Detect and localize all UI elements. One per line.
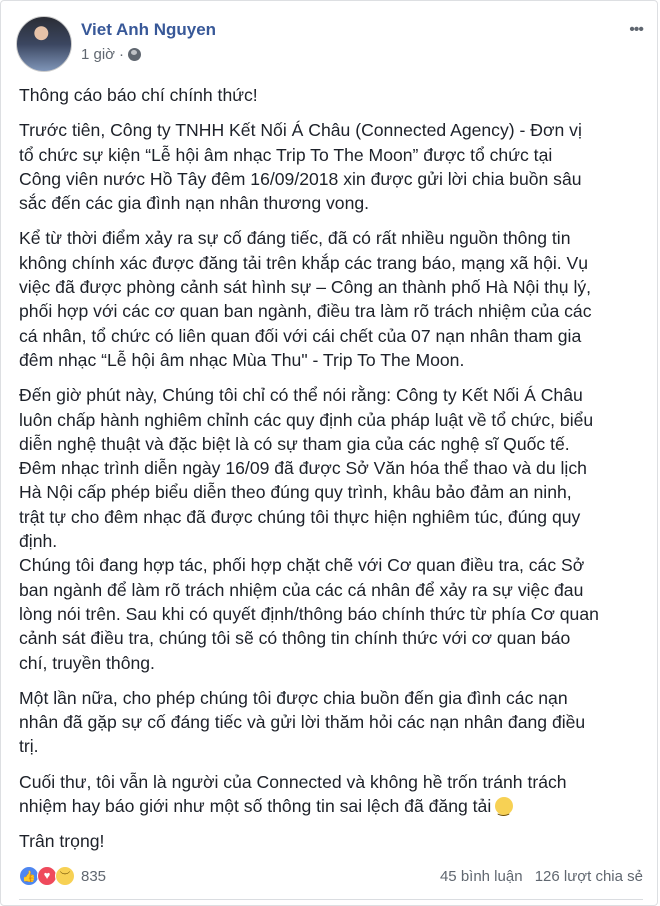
text-line: phối hợp với các cơ quan ban ngành, điều tra làm rõ trách nhiệm của các [19, 301, 592, 322]
author-name[interactable]: Viet Anh Nguyen [81, 20, 217, 39]
comments-count[interactable]: 45 bình luận [439, 867, 523, 885]
post-meta [81, 46, 141, 63]
meta-separator: · [119, 46, 125, 63]
text-line: nhân đã gặp sự cố đáng tiếc và gửi lời thăm hỏi các nạn nhân đang điều [19, 712, 586, 733]
shares-count[interactable]: 126 lượt chia sẻ [534, 867, 643, 885]
text-line: Công viên nước Hồ Tây đêm 16/09/2018 xin được gửi lời chia buồn sâu [19, 168, 582, 189]
text-line: diễn nghệ thuật và đặc biệt là có sự tham gia của các nghệ sĩ Quốc tế. [19, 433, 570, 454]
text-line: định. [19, 531, 58, 552]
text-line: ban ngành để làm rõ trách nhiệm của các cá nhân để xảy ra sự việc đau [19, 579, 584, 600]
post-paragraph [19, 770, 599, 819]
post-paragraph [19, 83, 599, 107]
text-line: Kể từ thời điểm xảy ra sự cố đáng tiếc, đã có rất nhiều nguồn thông tin [19, 228, 571, 249]
post-paragraph [19, 686, 599, 759]
globe-icon[interactable] [128, 48, 141, 61]
divider [19, 899, 643, 900]
reactions-summary[interactable] [19, 866, 106, 886]
avatar[interactable] [16, 16, 72, 72]
text-line: lòng nói trên. Sau khi có quyết định/thông báo chính thức từ phía Cơ quan [19, 603, 599, 624]
engagement-stats [432, 868, 643, 885]
text-line: Một lần nữa, cho phép chúng tôi được chia buồn đến gia đình các nạn [19, 687, 568, 708]
post-paragraph [19, 118, 599, 215]
post-footer [19, 863, 643, 889]
text-line: Trân trọng! [19, 831, 105, 852]
like-reaction-icon: 👍 [19, 866, 39, 886]
text-line: trật tự cho đêm nhạc đã được chúng tôi thực hiện nghiêm túc, đúng quy [19, 506, 581, 527]
text-line: Thông cáo báo chí chính thức! [19, 85, 258, 105]
smile-emoji-icon [495, 797, 513, 815]
post-body [19, 83, 599, 865]
reaction-count[interactable]: 835 [81, 867, 107, 885]
post-paragraph [19, 383, 599, 675]
text-line: nhiệm hay báo giới như một số thông tin sai lệch đã đăng tải‿ [19, 794, 599, 818]
text-line: luôn chấp hành nghiêm chỉnh các quy định của pháp luật về tổ chức, biểu [19, 409, 594, 430]
text-line: cảnh sát điều tra, chúng tôi sẽ có thông tin chính thức với cơ quan báo [19, 628, 571, 649]
text-line: chí, truyền thông. [19, 652, 155, 673]
text-line: đêm nhạc “Lễ hội âm nhạc Mùa Thu" - Trip To The Moon. [19, 349, 465, 370]
post-paragraph [19, 226, 599, 372]
text-line: Cuối thư, tôi vẫn là người của Connected và không hề trốn tránh trách [19, 771, 567, 792]
text-line: việc đã được phòng cảnh sát hình sự – Công an thành phố Hà Nội thụ lý, [19, 277, 592, 298]
text-line: sắc đến các gia đình nạn nhân thương vong. [19, 193, 370, 214]
love-reaction-icon: ♥ [37, 866, 57, 886]
text-line: Đêm nhạc trình diễn ngày 16/09 đã được Sở Văn hóa thể thao và du lịch [19, 458, 587, 479]
text-line: Trước tiên, Công ty TNHH Kết Nối Á Châu (Connected Agency) - Đơn vị [19, 120, 582, 141]
text-line: Chúng tôi đang hợp tác, phối hợp chặt chẽ với Cơ quan điều tra, các Sở [19, 555, 585, 576]
post-paragraph [19, 829, 599, 853]
text-line: trị. [19, 736, 39, 757]
text-line: tổ chức sự kiện “Lễ hội âm nhạc Trip To The Moon” được tổ chức tại [19, 144, 553, 165]
more-options-icon[interactable]: ••• [629, 21, 643, 38]
sad-reaction-icon: ︶ [55, 866, 75, 886]
post-time[interactable]: 1 giờ [81, 46, 116, 63]
text-line: Đến giờ phút này, Chúng tôi chỉ có thể nói rằng: Công ty Kết Nối Á Châu [19, 385, 583, 406]
text-line: không chính xác được đăng tải trên khắp các trang báo, mạng xã hội. Vụ [19, 252, 589, 273]
text-line: Hà Nội cấp phép biểu diễn theo đúng quy trình, khâu bảo đảm an ninh, [19, 482, 572, 503]
text-line: cá nhân, tổ chức có liên quan đối với cái chết của 07 nạn nhân tham gia [19, 325, 582, 346]
